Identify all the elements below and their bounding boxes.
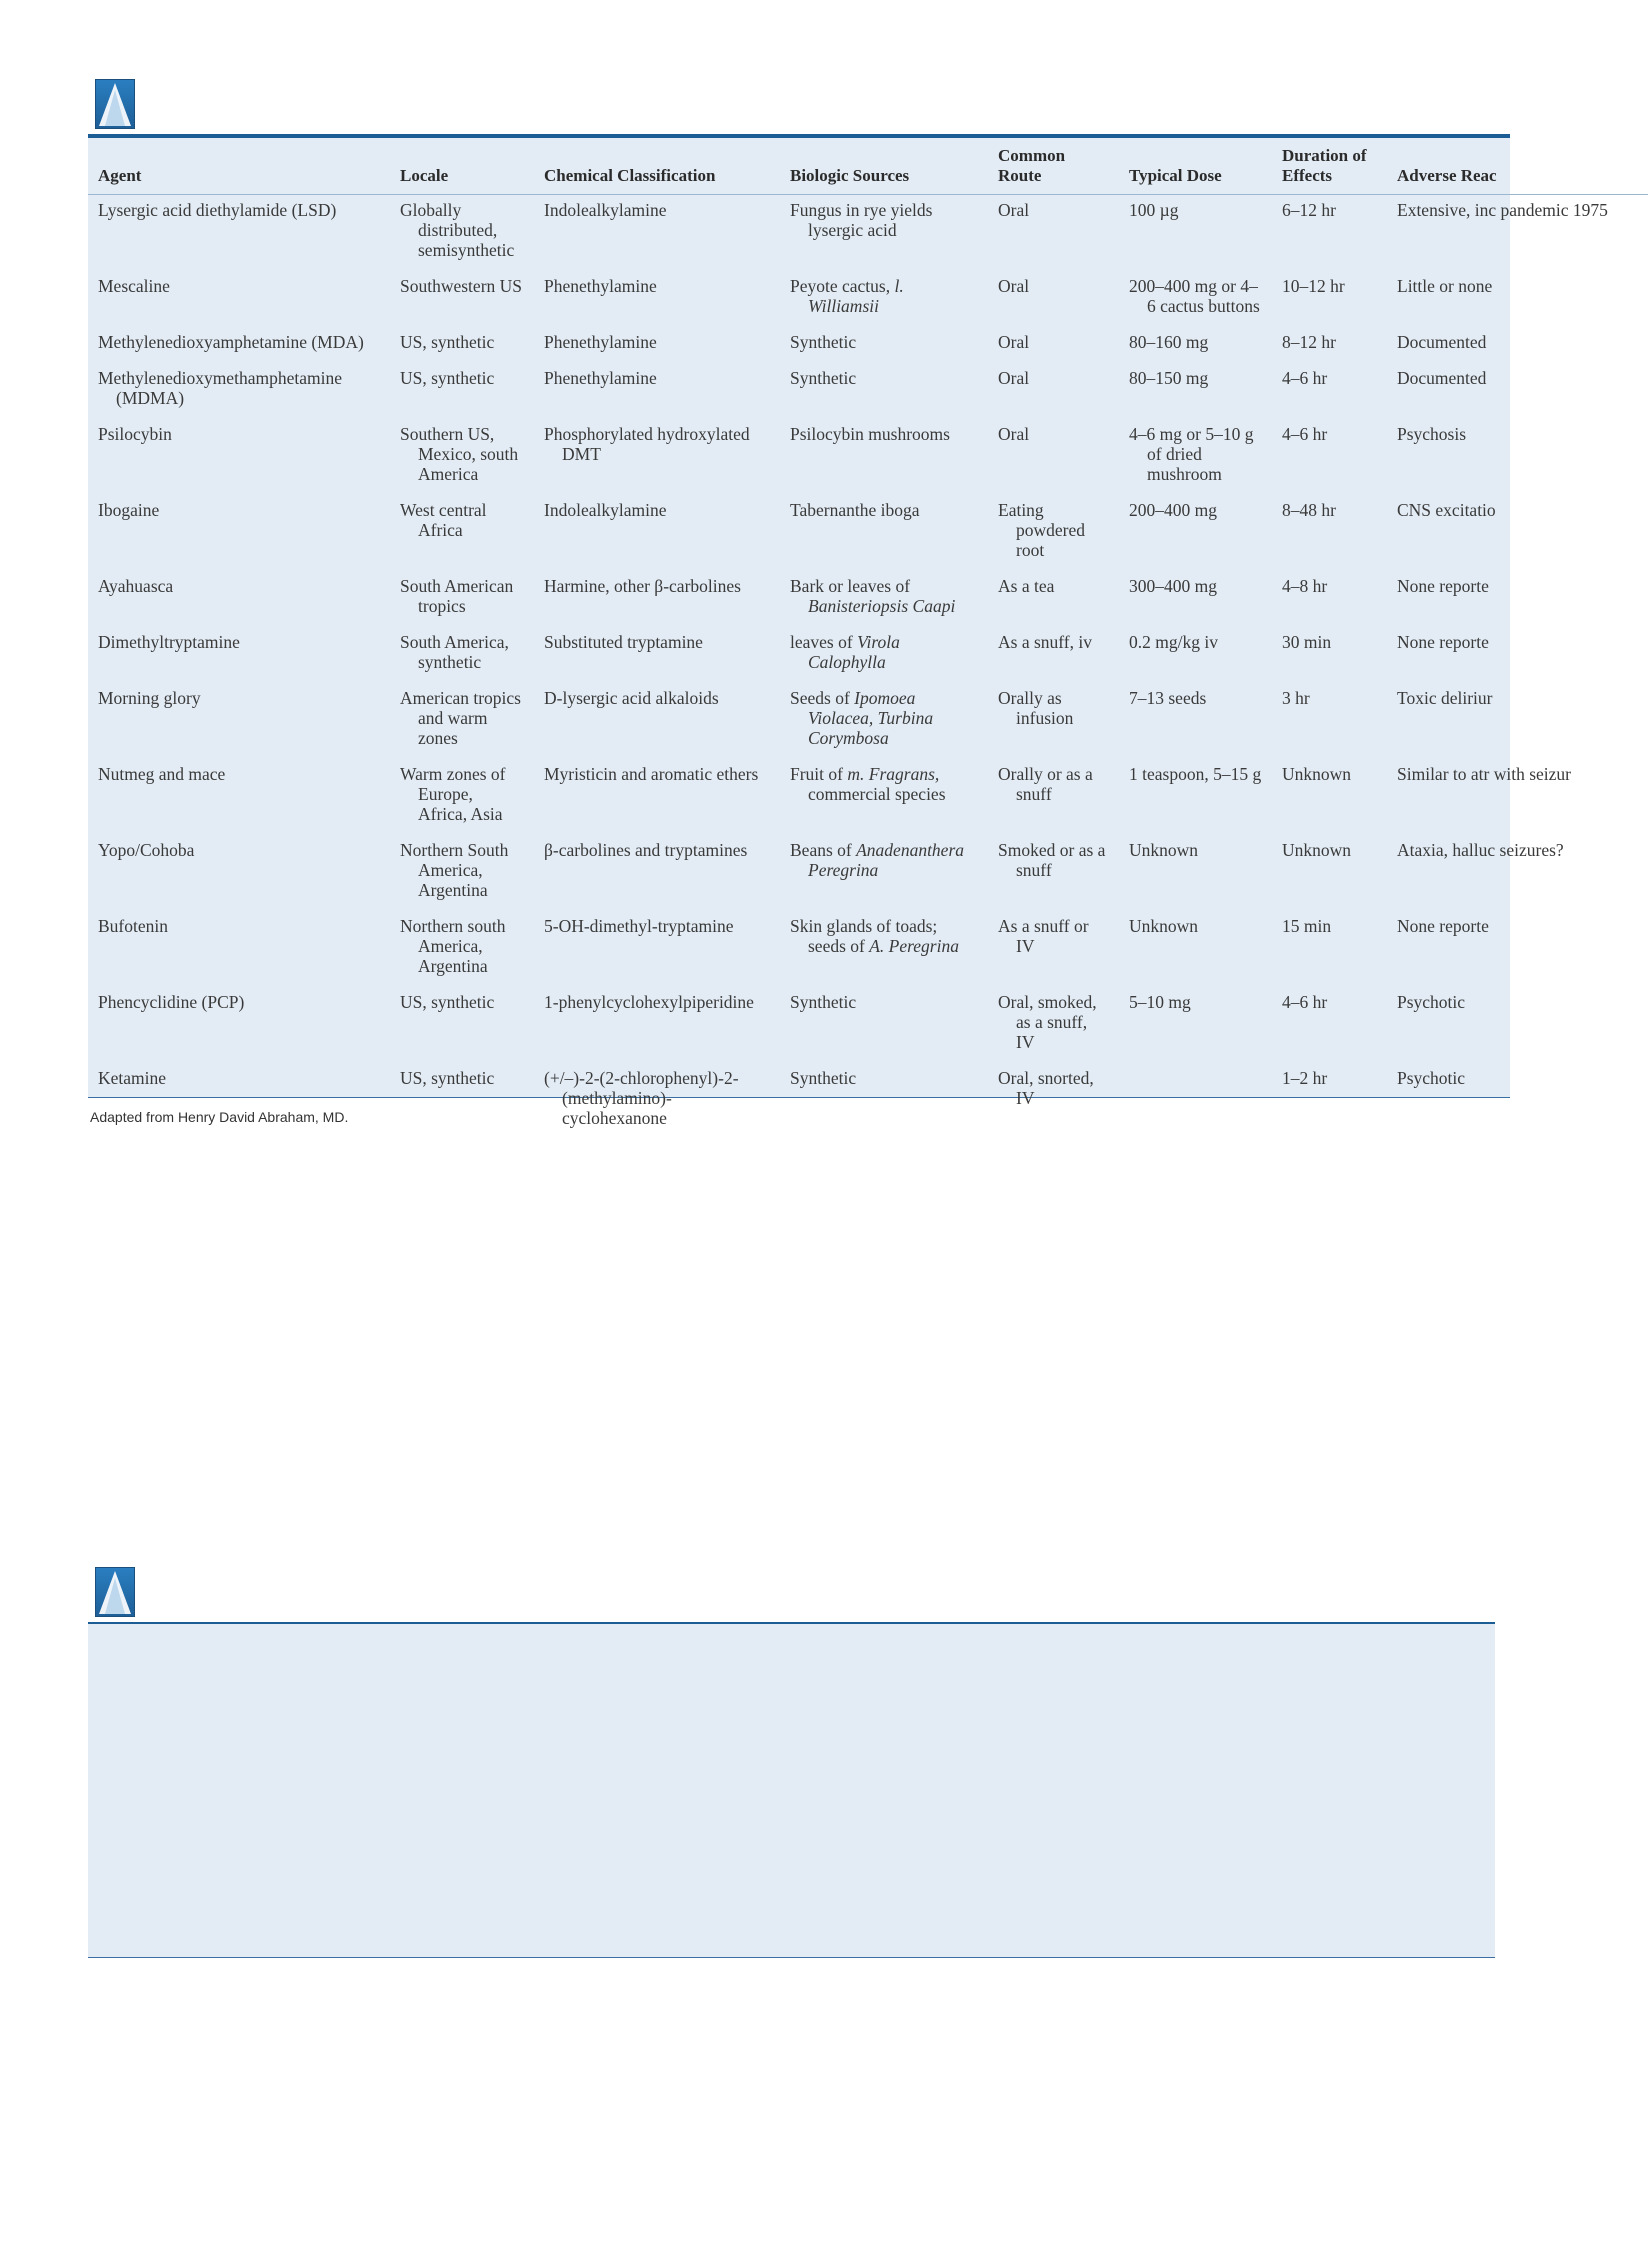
table-cell-duration (1272, 1063, 1387, 1139)
table-cell-chem (534, 987, 780, 1063)
table-row (88, 571, 1648, 627)
table-cell-chem (534, 835, 780, 911)
table-cell-route (988, 195, 1119, 272)
cell-text: Methylenedioxymethamphetamine (MDMA) (98, 368, 342, 408)
cell-text: Tabernanthe iboga (790, 500, 920, 520)
table-cell-source (780, 759, 988, 835)
cell-text: Psychotic (1397, 992, 1466, 1012)
table-row (88, 327, 1648, 363)
table-cell-locale (390, 419, 534, 495)
cell-text: As a snuff, iv (998, 632, 1092, 652)
cell-text: None reporte (1397, 916, 1489, 936)
table-cell-chem (534, 195, 780, 272)
table-cell-source (780, 419, 988, 495)
cell-text: Oral (998, 424, 1030, 444)
table-cell-duration (1272, 571, 1387, 627)
table-cell-adverse (1387, 495, 1648, 571)
cell-text: 10–12 hr (1282, 276, 1345, 296)
table-cell-agent (88, 363, 390, 419)
column-header: Duration of Effects (1272, 140, 1387, 195)
cell-text: 300–400 mg (1129, 576, 1217, 596)
table-cell-duration (1272, 271, 1387, 327)
table-cell-source (780, 571, 988, 627)
table-cell-source (780, 271, 988, 327)
cell-text: Psychotic (1397, 1068, 1466, 1088)
table-cell-duration (1272, 363, 1387, 419)
cell-text: Fruit of m. Fragrans, commercial species (790, 764, 946, 804)
table-cell-adverse (1387, 195, 1648, 272)
cell-text: 80–150 mg (1129, 368, 1209, 388)
cell-text: Psilocybin (98, 424, 172, 444)
cell-text: Methylenedioxyamphetamine (MDA) (98, 332, 364, 352)
cell-text: 4–8 hr (1282, 576, 1328, 596)
cell-text: Eating powdered root (998, 500, 1086, 560)
table-cell-source (780, 195, 988, 272)
cell-text: Substituted tryptamine (544, 632, 703, 652)
cell-text: Oral, snorted, IV (998, 1068, 1094, 1108)
cell-text: 8–12 hr (1282, 332, 1336, 352)
table-cell-chem (534, 1063, 780, 1139)
cell-text: Beans of Anadenanthera Peregrina (790, 840, 965, 880)
cell-text: Unknown (1129, 916, 1199, 936)
cell-text: Unknown (1282, 840, 1352, 860)
table-cell-locale (390, 363, 534, 419)
table-cell-chem (534, 759, 780, 835)
column-header: Adverse Reac (1387, 140, 1648, 195)
table-cell-route (988, 759, 1119, 835)
cell-text: 4–6 hr (1282, 992, 1328, 1012)
cell-text: Morning glory (98, 688, 201, 708)
column-header: Common Route (988, 140, 1119, 195)
cell-text: leaves of Virola Calophylla (790, 632, 900, 672)
cell-text: Ketamine (98, 1068, 167, 1088)
table-row (88, 835, 1648, 911)
table-cell-source (780, 911, 988, 987)
table-cell-dose (1119, 495, 1272, 571)
table-cell-agent (88, 419, 390, 495)
empty-table-panel (88, 1622, 1495, 1958)
table-cell-adverse (1387, 627, 1648, 683)
cell-text: CNS excitatio (1397, 500, 1496, 520)
cell-text: Extensive, inc pandemic 1975 (1397, 200, 1608, 220)
table-cell-dose (1119, 1063, 1272, 1139)
cell-text: Little or none (1397, 276, 1493, 296)
table-cell-adverse (1387, 987, 1648, 1063)
cell-text: 4–6 hr (1282, 424, 1328, 444)
table-cell-source (780, 627, 988, 683)
table-row (88, 419, 1648, 495)
cell-text: US, synthetic (400, 992, 495, 1012)
table-cell-locale (390, 571, 534, 627)
table-cell-route (988, 571, 1119, 627)
cell-text: As a tea (998, 576, 1055, 596)
cell-text: Unknown (1129, 840, 1199, 860)
cell-text: Oral (998, 368, 1030, 388)
table-cell-route (988, 683, 1119, 759)
cell-text: Psilocybin mushrooms (790, 424, 950, 444)
table-cell-chem (534, 911, 780, 987)
table-cell-chem (534, 363, 780, 419)
table-cell-agent (88, 195, 390, 272)
table-cell-duration (1272, 683, 1387, 759)
cell-text: Northern South America, Argentina (400, 840, 509, 900)
cell-text: Documented (1397, 332, 1487, 352)
table-cell-source (780, 835, 988, 911)
table-cell-dose (1119, 571, 1272, 627)
table-cell-route (988, 363, 1119, 419)
cell-text: Phenethylamine (544, 332, 657, 352)
column-header: Locale (390, 140, 534, 195)
cell-text: South America, synthetic (400, 632, 509, 672)
table-cell-agent (88, 271, 390, 327)
table-cell-duration (1272, 627, 1387, 683)
cell-text: Southern US, Mexico, south America (400, 424, 519, 484)
table-cell-duration (1272, 835, 1387, 911)
cell-text: 7–13 seeds (1129, 688, 1207, 708)
cell-text: Oral (998, 200, 1030, 220)
table-cell-adverse (1387, 363, 1648, 419)
cell-text: Bark or leaves of Banisteriopsis Caapi (790, 576, 956, 616)
table-cell-locale (390, 683, 534, 759)
cell-text: 1–2 hr (1282, 1068, 1328, 1088)
table-cell-agent (88, 495, 390, 571)
table-cell-locale (390, 759, 534, 835)
table-cell-adverse (1387, 911, 1648, 987)
table-cell-locale (390, 195, 534, 272)
table-cell-route (988, 911, 1119, 987)
table-row (88, 759, 1648, 835)
cell-text: Yopo/Cohoba (98, 840, 195, 860)
cell-text: Indolealkylamine (544, 500, 667, 520)
table-cell-agent (88, 327, 390, 363)
table-cell-chem (534, 683, 780, 759)
cell-text: None reporte (1397, 576, 1489, 596)
cell-text: None reporte (1397, 632, 1489, 652)
table-cell-locale (390, 627, 534, 683)
table-cell-source (780, 327, 988, 363)
cell-text: Synthetic (790, 368, 857, 388)
table-cell-route (988, 327, 1119, 363)
table-cell-route (988, 271, 1119, 327)
table-cell-adverse (1387, 1063, 1648, 1139)
table-cell-agent (88, 571, 390, 627)
cell-text: Ataxia, halluc seizures? (1397, 840, 1564, 860)
cell-text: Dimethyltryptamine (98, 632, 240, 652)
table-cell-adverse (1387, 683, 1648, 759)
cell-text: Phenethylamine (544, 368, 657, 388)
column-header: Typical Dose (1119, 140, 1272, 195)
column-header: Chemical Classification (534, 140, 780, 195)
cell-text: As a snuff or IV (998, 916, 1089, 956)
cell-text: Warm zones of Europe, Africa, Asia (400, 764, 506, 824)
table-cell-agent (88, 683, 390, 759)
table-cell-chem (534, 627, 780, 683)
table-cell-locale (390, 327, 534, 363)
cell-text: Oral (998, 276, 1030, 296)
cell-text: 4–6 mg or 5–10 g of dried mushroom (1129, 424, 1254, 484)
table-cell-dose (1119, 911, 1272, 987)
table-cell-locale (390, 271, 534, 327)
cell-text: Indolealkylamine (544, 200, 667, 220)
table-cell-adverse (1387, 327, 1648, 363)
cell-text: Smoked or as a snuff (998, 840, 1106, 880)
table-cell-duration (1272, 195, 1387, 272)
cell-text: West central Africa (400, 500, 487, 540)
table-row (88, 627, 1648, 683)
cell-text: Ayahuasca (98, 576, 174, 596)
table-cell-locale (390, 987, 534, 1063)
cell-text: 4–6 hr (1282, 368, 1328, 388)
cell-text: US, synthetic (400, 1068, 495, 1088)
table-cell-dose (1119, 419, 1272, 495)
cell-text: Fungus in rye yields lysergic acid (790, 200, 933, 240)
table-cell-source (780, 987, 988, 1063)
cell-text: Mescaline (98, 276, 170, 296)
cell-text: Synthetic (790, 332, 857, 352)
cell-text: Oral, smoked, as a snuff, IV (998, 992, 1097, 1052)
table-cell-agent (88, 1063, 390, 1139)
table-cell-route (988, 835, 1119, 911)
cell-text: β-carbolines and tryptamines (544, 840, 748, 860)
cell-text: Ibogaine (98, 500, 160, 520)
table-cell-duration (1272, 759, 1387, 835)
cell-text: 5-OH-dimethyl-tryptamine (544, 916, 734, 936)
table-cell-route (988, 495, 1119, 571)
cell-text: 8–48 hr (1282, 500, 1336, 520)
table-row (88, 195, 1648, 272)
cell-text: Peyote cactus, l. Williamsii (790, 276, 904, 316)
table-cell-duration (1272, 327, 1387, 363)
hallucinogens-table (88, 140, 1648, 1139)
cell-text: 200–400 mg or 4–6 cactus buttons (1129, 276, 1260, 316)
table-cell-chem (534, 271, 780, 327)
cell-text: Lysergic acid diethylamide (LSD) (98, 200, 337, 220)
table-cell-adverse (1387, 571, 1648, 627)
cell-text: D-lysergic acid alkaloids (544, 688, 719, 708)
cell-text: 0.2 mg/kg iv (1129, 632, 1218, 652)
table-cell-route (988, 419, 1119, 495)
cell-text: 30 min (1282, 632, 1332, 652)
cell-text: Oral (998, 332, 1030, 352)
table-cell-source (780, 1063, 988, 1139)
cell-text: 100 µg (1129, 200, 1179, 220)
table-cell-dose (1119, 759, 1272, 835)
table-cell-adverse (1387, 271, 1648, 327)
table-cell-locale (390, 1063, 534, 1139)
cell-text: Psychosis (1397, 424, 1467, 444)
cell-text: (+/–)-2-(2-chlorophenyl)-2-(methylamino)-cyclohexanone (544, 1068, 739, 1128)
cell-text: Skin glands of toads; seeds of A. Peregrina (790, 916, 959, 956)
table-cell-dose (1119, 327, 1272, 363)
table-body (88, 195, 1648, 1140)
cell-text: Similar to atr with seizur (1397, 764, 1571, 784)
table-cell-dose (1119, 627, 1272, 683)
cell-text: Bufotenin (98, 916, 168, 936)
column-header: Agent (88, 140, 390, 195)
table-cell-dose (1119, 271, 1272, 327)
cell-text: 3 hr (1282, 688, 1310, 708)
table-row (88, 683, 1648, 759)
cell-text: Seeds of Ipomoea Violacea, Turbina Corymbosa (790, 688, 934, 748)
table-cell-chem (534, 495, 780, 571)
cell-text: Phencyclidine (PCP) (98, 992, 245, 1012)
cell-text: 200–400 mg (1129, 500, 1217, 520)
table-row (88, 1063, 1648, 1139)
cell-text: 5–10 mg (1129, 992, 1191, 1012)
cell-text: 1 teaspoon, 5–15 g (1129, 764, 1262, 784)
cell-text: Northern south America, Argentina (400, 916, 506, 976)
table-row (88, 363, 1648, 419)
cell-text: American tropics and warm zones (400, 688, 521, 748)
table-cell-dose (1119, 835, 1272, 911)
cell-text: Myristicin and aromatic ethers (544, 764, 759, 784)
cell-text: 1-phenylcyclohexylpiperidine (544, 992, 754, 1012)
table-cell-duration (1272, 419, 1387, 495)
table-cell-chem (534, 419, 780, 495)
cell-text: Southwestern US (400, 276, 523, 296)
table-row (88, 271, 1648, 327)
table-cell-agent (88, 627, 390, 683)
table-cell-agent (88, 759, 390, 835)
column-header: Biologic Sources (780, 140, 988, 195)
cell-text: 15 min (1282, 916, 1332, 936)
table-cell-adverse (1387, 419, 1648, 495)
table-row (88, 987, 1648, 1063)
cell-text: Unknown (1282, 764, 1352, 784)
publisher-logo-icon (95, 79, 135, 129)
table-cell-dose (1119, 987, 1272, 1063)
table-cell-adverse (1387, 759, 1648, 835)
cell-text: Phenethylamine (544, 276, 657, 296)
cell-text: Documented (1397, 368, 1487, 388)
cell-text: Phosphorylated hydroxylated DMT (544, 424, 750, 464)
cell-text: Globally distributed, semisynthetic (400, 200, 515, 260)
table-cell-locale (390, 911, 534, 987)
table-cell-dose (1119, 195, 1272, 272)
table-cell-route (988, 987, 1119, 1063)
table-cell-locale (390, 495, 534, 571)
table-cell-dose (1119, 363, 1272, 419)
table-footnote: Adapted from Henry David Abraham, MD. (90, 1109, 349, 1125)
cell-text: Harmine, other β-carbolines (544, 576, 741, 596)
table-cell-source (780, 495, 988, 571)
cell-text: 6–12 hr (1282, 200, 1336, 220)
table-cell-source (780, 683, 988, 759)
table-cell-duration (1272, 495, 1387, 571)
cell-text: Toxic deliriur (1397, 688, 1493, 708)
table-row (88, 911, 1648, 987)
cell-text: US, synthetic (400, 368, 495, 388)
table-cell-chem (534, 571, 780, 627)
table-header-row (88, 140, 1648, 195)
cell-text: Orally as infusion (998, 688, 1074, 728)
table-cell-locale (390, 835, 534, 911)
table-cell-source (780, 363, 988, 419)
table-cell-chem (534, 327, 780, 363)
table-row (88, 495, 1648, 571)
cell-text: Orally or as a snuff (998, 764, 1093, 804)
table-cell-route (988, 1063, 1119, 1139)
cell-text: South American tropics (400, 576, 514, 616)
cell-text: 80–160 mg (1129, 332, 1209, 352)
table-cell-duration (1272, 987, 1387, 1063)
cell-text: Synthetic (790, 1068, 857, 1088)
publisher-logo-icon (95, 1567, 135, 1617)
table-cell-dose (1119, 683, 1272, 759)
cell-text: US, synthetic (400, 332, 495, 352)
cell-text: Synthetic (790, 992, 857, 1012)
table-cell-agent (88, 911, 390, 987)
table-cell-agent (88, 835, 390, 911)
cell-text: Nutmeg and mace (98, 764, 226, 784)
table-cell-agent (88, 987, 390, 1063)
table-cell-route (988, 627, 1119, 683)
table-cell-adverse (1387, 835, 1648, 911)
table-cell-duration (1272, 911, 1387, 987)
